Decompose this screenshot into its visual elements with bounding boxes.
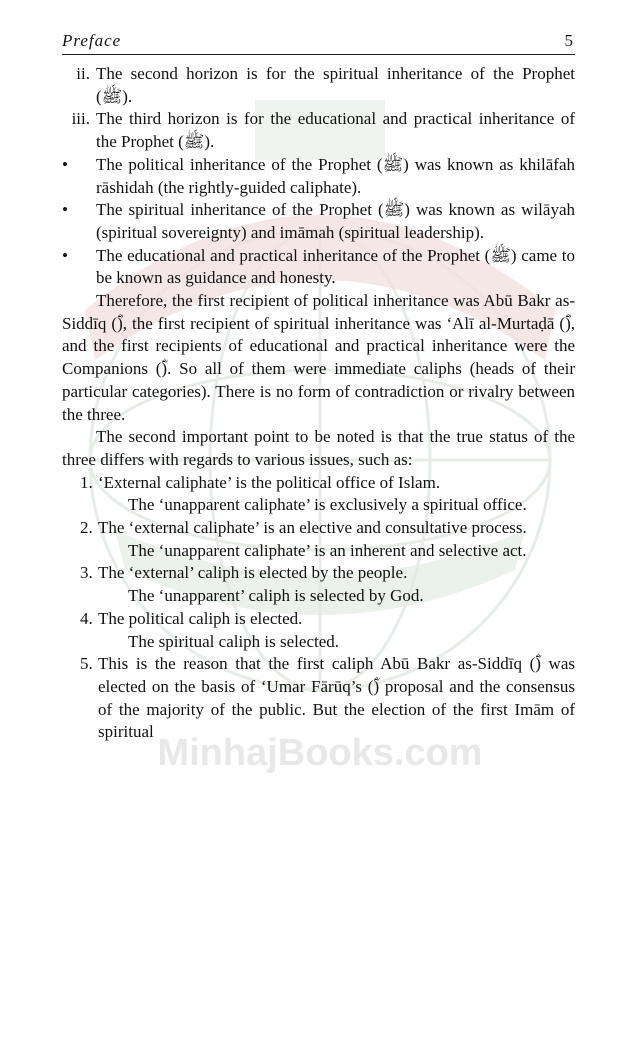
numbered-item — [62, 472, 575, 517]
bullet-text: The spiritual inheritance of the Prophet (ﷺ) was known as wilāyah (spiritual sovereignty) and imāmah (spiritual leadership). — [96, 200, 575, 242]
numbered-item — [62, 517, 575, 562]
bullet-icon: • — [62, 200, 68, 220]
bullet-item — [62, 199, 575, 244]
list-item — [62, 63, 575, 108]
item-line: The ‘external caliphate’ is an elective and consultative process. — [98, 518, 527, 538]
list-marker: ii. — [76, 64, 90, 83]
numbered-item — [62, 653, 575, 744]
item-number: 3. — [80, 563, 93, 583]
item-line: The spiritual caliph is selected. — [128, 631, 340, 651]
bullet-icon: • — [62, 245, 68, 265]
bullet-item — [62, 154, 575, 199]
item-line: ‘External caliphate’ is the political office of Islam. — [98, 472, 441, 492]
bullet-text: The educational and practical inheritance of the Prophet (ﷺ) came to be known as guidance and honesty. — [96, 245, 575, 288]
bullet-icon: • — [62, 154, 68, 174]
paragraph: The second important point to be noted is that the true status of the three differs with regards to various issues, such as: — [62, 427, 575, 469]
item-line: The ‘external’ caliph is elected by the people. — [98, 563, 408, 583]
item-line: The ‘unapparent’ caliph is selected by God. — [128, 586, 424, 606]
page-number: 5 — [564, 31, 573, 50]
item-number: 4. — [80, 608, 93, 628]
list-item-text: The second horizon is for the spiritual inheritance of the Prophet (ﷺ). — [96, 64, 575, 106]
item-line: The political caliph is elected. — [98, 608, 303, 628]
item-number: 1. — [80, 472, 93, 492]
item-line: The ‘unapparent caliphate’ is exclusively a spiritual office. — [128, 495, 527, 515]
page-body — [62, 63, 575, 744]
numbered-item — [62, 608, 575, 653]
list-marker: iii. — [71, 109, 90, 129]
numbered-item — [62, 562, 575, 607]
item-number: 2. — [80, 518, 93, 538]
page-header — [62, 30, 575, 55]
bullet-item — [62, 245, 575, 290]
bullet-text: The political inheritance of the Prophet (ﷺ) was known as khilāfah rāshidah (the rightly-guided caliphate). — [96, 154, 575, 197]
running-title: Preface — [62, 31, 122, 50]
item-line: This is the reason that the first caliph Abū Bakr as-Siddīq (ؓ) was elected on the basis of ‘Umar Fārūq’s (ؓ) proposal and the consensus of the majority of the public. But the election of the first Imām of spiritual — [98, 654, 575, 742]
list-item — [62, 108, 575, 153]
list-item-text: The third horizon is for the educational and practical inheritance of the Prophet (ﷺ). — [96, 109, 575, 152]
paragraph: Therefore, the first recipient of political inheritance was Abū Bakr as-Siddīq (ؓ), the first recipient of spiritual inheritance was ‘Alī al-Murtaḍā (ؓ), and the first recipients of educational and practical inheritance were the Companions (ؓ). So all of them were immediate caliphs (heads of their particular categories). There is no form of contradiction or rivalry between the three. — [62, 291, 575, 424]
item-line: The ‘unapparent caliphate’ is an inherent and selective act. — [128, 540, 527, 560]
watermark-text: MinhajBooks.com — [157, 732, 483, 774]
item-number: 5. — [80, 654, 93, 674]
